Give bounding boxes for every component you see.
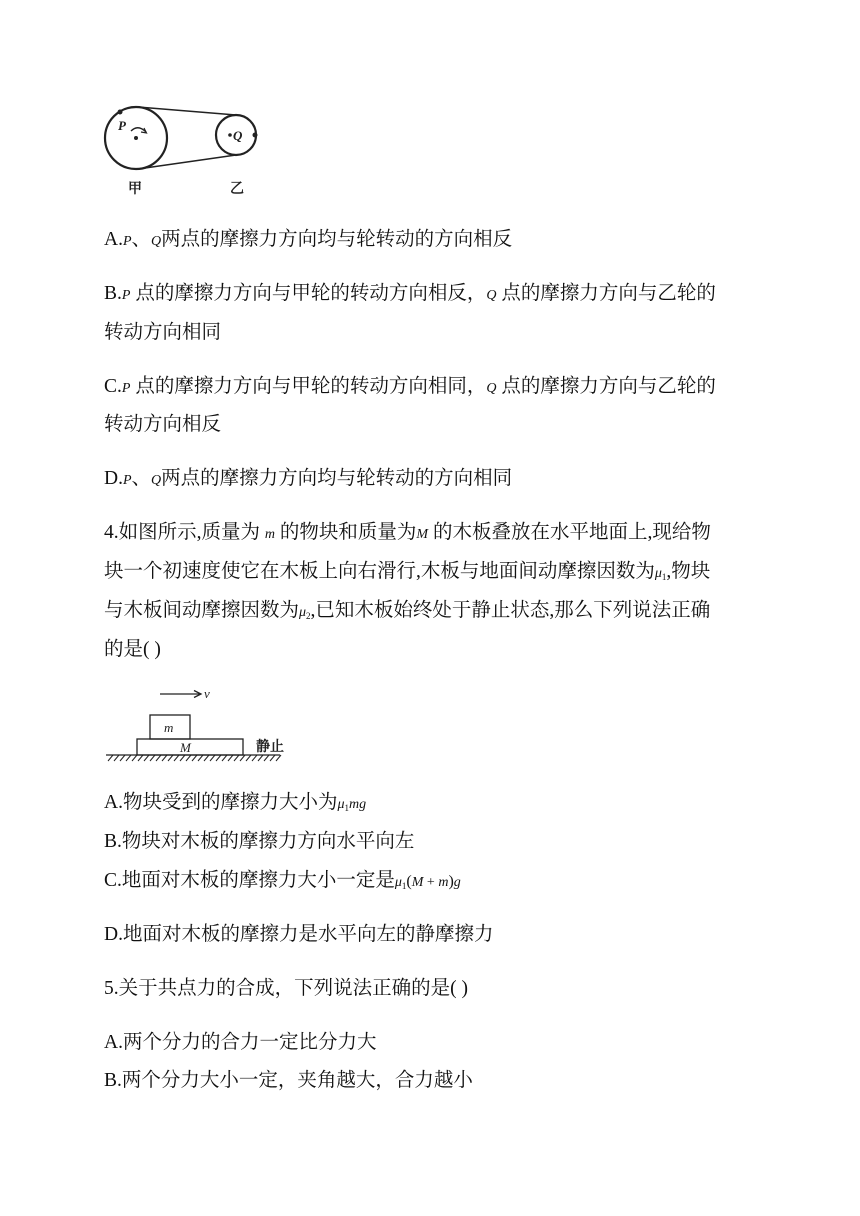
q4-stem-line2: 块一个初速度使它在木板上向右滑行,木板与地面间动摩擦因数为$\mu_1$,物块 [104, 561, 711, 582]
q3-option-c-cont: 转动方向相反 [104, 414, 222, 435]
belt-bottom [138, 155, 236, 169]
board-M-label: M [180, 740, 191, 755]
point-q-label: Q [233, 128, 243, 143]
q5-stem: 5.关于共点力的合成，下列说法正确的是( ) [104, 978, 468, 999]
q4-stem-line4: 的是( ) [104, 639, 161, 660]
q4-option-a: A.物块受到的摩擦力大小为$\mu_1mg$ [104, 792, 367, 813]
q5-option-a: A.两个分力的合力一定比分力大 [104, 1032, 377, 1053]
block-board-diagram [100, 682, 300, 764]
q3-option-d: D.P、Q两点的摩擦力方向均与轮转动的方向相同 [104, 468, 513, 489]
center-jia [134, 136, 138, 140]
q3-option-a: A.P、Q两点的摩擦力方向均与轮转动的方向相反 [104, 229, 513, 250]
point-p-label: P [118, 118, 126, 133]
pulley-diagram [98, 100, 278, 200]
center-yi [228, 133, 232, 137]
q4-option-b: B.物块对木板的摩擦力方向水平向左 [104, 831, 415, 852]
q5-option-b: B.两个分力大小一定，夹角越大，合力越小 [104, 1070, 473, 1091]
q3-option-b-cont: 转动方向相同 [104, 322, 222, 343]
q3-option-c: C.P 点的摩擦力方向与甲轮的转动方向相同，Q 点的摩擦力方向与乙轮的 [104, 376, 716, 397]
q4-stem-line3: 与木板间动摩擦因数为$\mu_2$,已知木板始终处于静止状态,那么下列说法正确 [104, 600, 711, 621]
q4-option-c: C.地面对木板的摩擦力大小一定是$\mu_1(M + m)g$ [104, 870, 461, 891]
block-m-label: m [164, 720, 174, 735]
static-label: 静止 [256, 740, 284, 755]
q4-option-d: D.地面对木板的摩擦力是水平向左的静摩擦力 [104, 924, 494, 945]
label-jia: 甲 [128, 182, 142, 197]
point-q-dot [253, 133, 258, 138]
velocity-label: v [204, 686, 210, 701]
point-p-dot [118, 110, 123, 115]
q3-option-b: B.P 点的摩擦力方向与甲轮的转动方向相反，Q 点的摩擦力方向与乙轮的 [104, 283, 716, 304]
label-yi: 乙 [230, 182, 244, 197]
q4-stem-line1: 4.如图所示,质量为 m 的物块和质量为M 的木板叠放在水平地面上,现给物 [104, 522, 711, 543]
ground-hatch [108, 755, 281, 761]
